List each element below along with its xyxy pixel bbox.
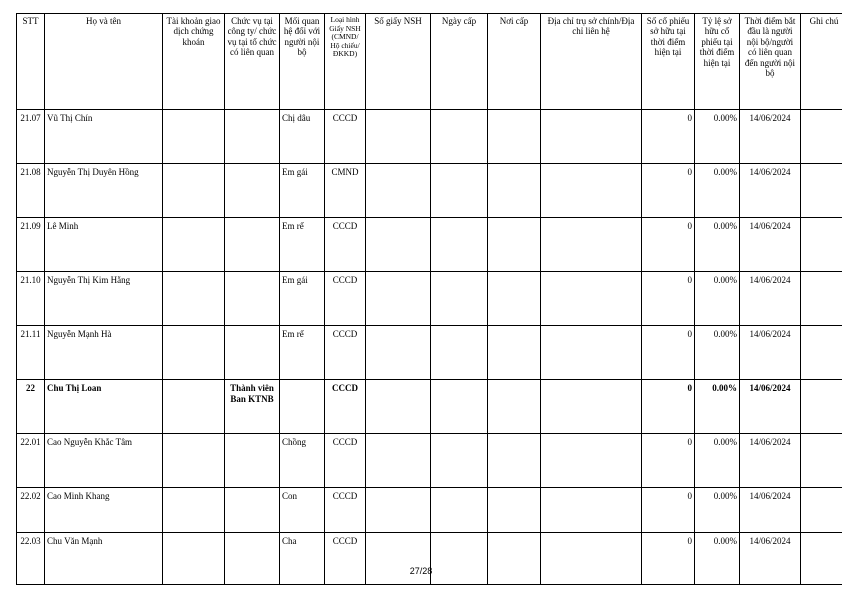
note-cell (801, 533, 842, 585)
relationship-cell: Cha (280, 533, 325, 585)
address-cell (541, 218, 642, 272)
address-cell (541, 533, 642, 585)
table-row (17, 533, 842, 585)
relationship-cell: Em gái (280, 272, 325, 326)
id-number-cell (366, 380, 431, 434)
address-cell (541, 326, 642, 380)
issue-place-cell (488, 218, 541, 272)
stt-cell: 22.03 (17, 533, 45, 585)
issue-place-cell (488, 434, 541, 488)
id-type-cell: CMND (325, 164, 366, 218)
relationship-cell: Con (280, 488, 325, 533)
table-row (17, 380, 842, 434)
position-cell (225, 434, 280, 488)
issue-date-cell (431, 488, 488, 533)
header-address: Địa chỉ trụ sở chính/Địa chỉ liên hệ (541, 14, 642, 110)
name-cell: Nguyễn Thị Duyên Hồng (45, 164, 163, 218)
start-date-cell: 14/06/2024 (740, 218, 801, 272)
header-note: Ghi chú (801, 14, 842, 110)
header-position: Chức vụ tại công ty/ chức vụ tại tổ chức có liên quan (225, 14, 280, 110)
shares-cell: 0 (642, 164, 695, 218)
table-header-row (17, 14, 842, 110)
table-row (17, 164, 842, 218)
header-relationship: Mối quan hệ đối với người nội bộ (280, 14, 325, 110)
header-start-date: Thời điểm bắt đầu là người nội bộ/người có liên quan đến người nội bộ (740, 14, 801, 110)
id-number-cell (366, 434, 431, 488)
shares-cell: 0 (642, 272, 695, 326)
header-issue-place: Nơi cấp (488, 14, 541, 110)
id-number-cell (366, 218, 431, 272)
account-cell (163, 380, 225, 434)
name-cell: Vũ Thị Chín (45, 110, 163, 164)
header-full-name: Họ và tên (45, 14, 163, 110)
shares-cell: 0 (642, 434, 695, 488)
id-number-cell (366, 326, 431, 380)
account-cell (163, 533, 225, 585)
stt-cell: 21.10 (17, 272, 45, 326)
shares-cell: 0 (642, 110, 695, 164)
ratio-cell: 0.00% (695, 434, 740, 488)
name-cell: Cao Minh Khang (45, 488, 163, 533)
ratio-cell: 0.00% (695, 380, 740, 434)
account-cell (163, 164, 225, 218)
account-cell (163, 218, 225, 272)
id-type-cell: CCCD (325, 533, 366, 585)
issue-date-cell (431, 218, 488, 272)
start-date-cell: 14/06/2024 (740, 488, 801, 533)
note-cell (801, 272, 842, 326)
issue-date-cell (431, 533, 488, 585)
start-date-cell: 14/06/2024 (740, 326, 801, 380)
stt-cell: 22.01 (17, 434, 45, 488)
ratio-cell: 0.00% (695, 272, 740, 326)
shares-cell: 0 (642, 380, 695, 434)
id-type-cell: CCCD (325, 110, 366, 164)
note-cell (801, 434, 842, 488)
start-date-cell: 14/06/2024 (740, 110, 801, 164)
account-cell (163, 272, 225, 326)
issue-date-cell (431, 326, 488, 380)
start-date-cell: 14/06/2024 (740, 434, 801, 488)
name-cell: Lê Minh (45, 218, 163, 272)
note-cell (801, 380, 842, 434)
ratio-cell: 0.00% (695, 326, 740, 380)
address-cell (541, 110, 642, 164)
note-cell (801, 488, 842, 533)
header-id-number: Số giấy NSH (366, 14, 431, 110)
id-number-cell (366, 164, 431, 218)
stt-cell: 22 (17, 380, 45, 434)
page-number: 27/28 (409, 566, 433, 576)
account-cell (163, 488, 225, 533)
header-id-type: Loại hình Giấy NSH (CMND/ Hộ chiếu/ ĐKKD) (325, 14, 366, 110)
note-cell (801, 110, 842, 164)
relationship-cell: Em rể (280, 326, 325, 380)
start-date-cell: 14/06/2024 (740, 380, 801, 434)
issue-place-cell (488, 533, 541, 585)
ratio-cell: 0.00% (695, 164, 740, 218)
issue-place-cell (488, 488, 541, 533)
table-row (17, 326, 842, 380)
shares-cell: 0 (642, 533, 695, 585)
note-cell (801, 164, 842, 218)
header-trading-account: Tài khoản giao dịch chứng khoán (163, 14, 225, 110)
stt-cell: 22.02 (17, 488, 45, 533)
address-cell (541, 380, 642, 434)
position-cell (225, 533, 280, 585)
account-cell (163, 110, 225, 164)
stt-cell: 21.09 (17, 218, 45, 272)
account-cell (163, 434, 225, 488)
header-ownership-ratio: Tỷ lệ sở hữu cổ phiếu tại thời điểm hiện tại (695, 14, 740, 110)
note-cell (801, 218, 842, 272)
stt-cell: 21.11 (17, 326, 45, 380)
address-cell (541, 434, 642, 488)
id-number-cell (366, 533, 431, 585)
related-persons-table (16, 13, 842, 585)
relationship-cell: Em rể (280, 218, 325, 272)
id-number-cell (366, 488, 431, 533)
table-body (17, 110, 842, 585)
address-cell (541, 272, 642, 326)
position-cell (225, 164, 280, 218)
id-type-cell: CCCD (325, 272, 366, 326)
position-cell (225, 110, 280, 164)
stt-cell: 21.07 (17, 110, 45, 164)
name-cell: Cao Nguyễn Khắc Tâm (45, 434, 163, 488)
issue-place-cell (488, 380, 541, 434)
ratio-cell: 0.00% (695, 218, 740, 272)
ratio-cell: 0.00% (695, 110, 740, 164)
position-cell (225, 218, 280, 272)
id-number-cell (366, 110, 431, 164)
id-type-cell: CCCD (325, 218, 366, 272)
position-cell: Thành viên Ban KTNB (225, 380, 280, 434)
header-issue-date: Ngày cấp (431, 14, 488, 110)
id-type-cell: CCCD (325, 326, 366, 380)
relationship-cell (280, 380, 325, 434)
name-cell: Chu Thị Loan (45, 380, 163, 434)
id-type-cell: CCCD (325, 380, 366, 434)
ratio-cell: 0.00% (695, 488, 740, 533)
header-shares-held: Số cổ phiếu sở hữu tại thời điểm hiện tại (642, 14, 695, 110)
account-cell (163, 326, 225, 380)
table-row (17, 488, 842, 533)
stt-cell: 21.08 (17, 164, 45, 218)
issue-place-cell (488, 110, 541, 164)
ratio-cell: 0.00% (695, 533, 740, 585)
position-cell (225, 272, 280, 326)
position-cell (225, 326, 280, 380)
name-cell: Nguyễn Mạnh Hà (45, 326, 163, 380)
issue-date-cell (431, 110, 488, 164)
id-type-cell: CCCD (325, 488, 366, 533)
address-cell (541, 488, 642, 533)
table-row (17, 218, 842, 272)
table-row (17, 272, 842, 326)
relationship-cell: Chồng (280, 434, 325, 488)
name-cell: Nguyễn Thị Kim Hằng (45, 272, 163, 326)
start-date-cell: 14/06/2024 (740, 164, 801, 218)
relationship-cell: Em gái (280, 164, 325, 218)
position-cell (225, 488, 280, 533)
start-date-cell: 14/06/2024 (740, 272, 801, 326)
issue-place-cell (488, 326, 541, 380)
address-cell (541, 164, 642, 218)
shares-cell: 0 (642, 326, 695, 380)
issue-place-cell (488, 272, 541, 326)
table-row (17, 434, 842, 488)
relationship-cell: Chị dâu (280, 110, 325, 164)
header-stt: STT (17, 14, 45, 110)
note-cell (801, 326, 842, 380)
shares-cell: 0 (642, 218, 695, 272)
issue-place-cell (488, 164, 541, 218)
issue-date-cell (431, 164, 488, 218)
name-cell: Chu Văn Mạnh (45, 533, 163, 585)
issue-date-cell (431, 434, 488, 488)
id-type-cell: CCCD (325, 434, 366, 488)
shares-cell: 0 (642, 488, 695, 533)
start-date-cell: 14/06/2024 (740, 533, 801, 585)
issue-date-cell (431, 272, 488, 326)
issue-date-cell (431, 380, 488, 434)
table-row (17, 110, 842, 164)
id-number-cell (366, 272, 431, 326)
